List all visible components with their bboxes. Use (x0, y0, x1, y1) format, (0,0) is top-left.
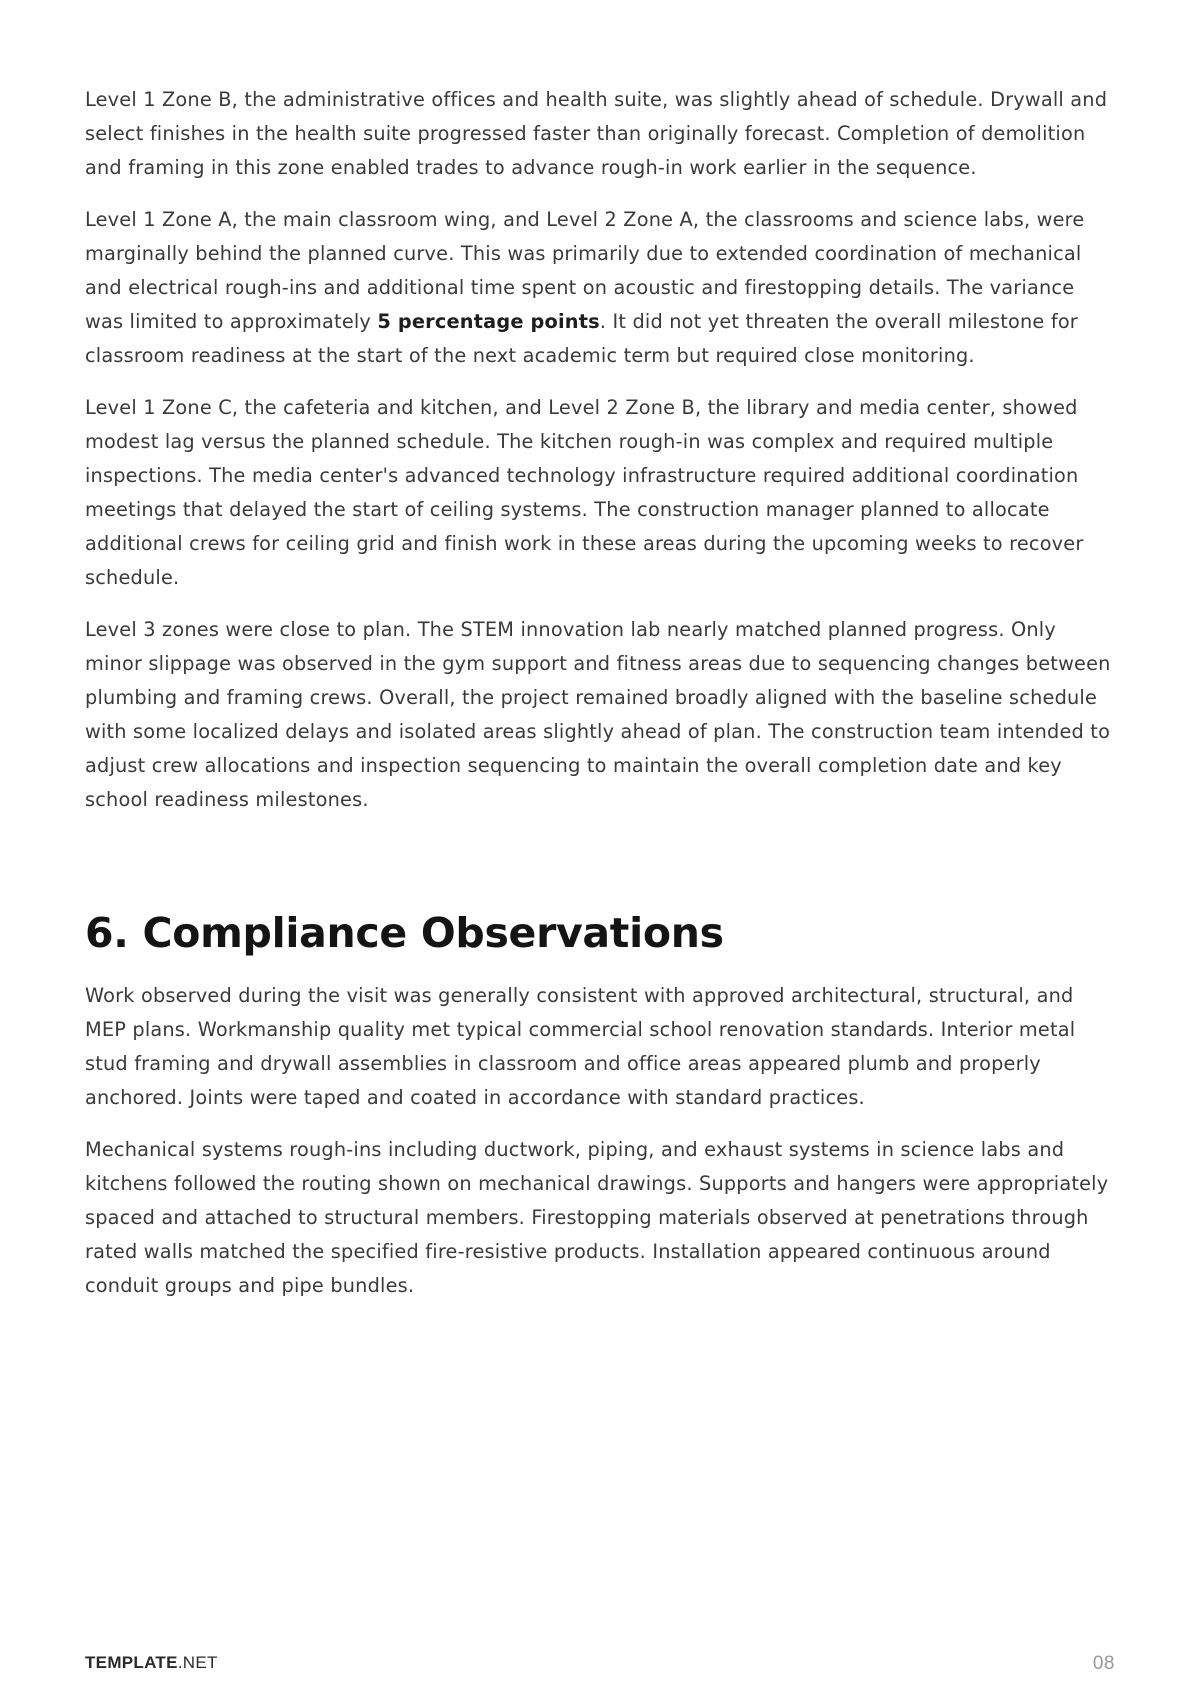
page-number: 08 (1092, 1653, 1115, 1674)
paragraph-level1-zonec: Level 1 Zone C, the cafeteria and kitchen, and Level 2 Zone B, the library and media center, showed modest lag versus the planned schedule. The kitchen rough-in was complex and required multiple inspections. The media center's advanced technology infrastructure required additional coordination meetings that delayed the start of ceiling systems. The construction manager planned to allocate additional crews for ceiling grid and finish work in these areas during the upcoming weeks to recover schedule. (85, 396, 1084, 589)
brand-name: TEMPLATE (85, 1653, 178, 1672)
paragraph-compliance-general: Work observed during the visit was generally consistent with approved architectural, structural, and MEP plans. Workmanship quality met typical commercial school renovation standards. Interior metal stud framing and drywall assemblies in classroom and office areas appeared plumb and properly anchored. Joints were taped and coated in accordance with standard practices. (85, 984, 1076, 1109)
paragraph-level3: Level 3 zones were close to plan. The STEM innovation lab nearly matched planned progress. Only minor slippage was observed in the gym support and fitness areas due to sequencing changes between plumbing and framing crews. Overall, the project remained broadly aligned with the baseline schedule with some localized delays and isolated areas slightly ahead of plan. The construction team intended to adjust crew allocations and inspection sequencing to maintain the overall completion date and key school readiness milestones. (85, 618, 1111, 811)
brand-logo (85, 1653, 218, 1673)
paragraph-compliance-mechanical: Mechanical systems rough-ins including ductwork, piping, and exhaust systems in science labs and kitchens followed the routing shown on mechanical drawings. Supports and hangers were appropriately spaced and attached to structural members. Firestopping materials observed at penetrations through rated walls matched the specified fire-resistive products. Installation appeared continuous around conduit groups and pipe bundles. (85, 1138, 1109, 1297)
section-heading-compliance: 6. Compliance Observations (85, 909, 724, 957)
page-footer (85, 1653, 1115, 1677)
paragraph-text-after: . It did not yet threaten the overall milestone for classroom readiness at the start of the next academic term but required close monitoring. (85, 310, 1078, 367)
paragraph-level1-zoneb: Level 1 Zone B, the administrative offices and health suite, was slightly ahead of schedule. Drywall and select finishes in the health suite progressed faster than originally forecast. Completion of demolition and framing in this zone enabled trades to advance rough-in work earlier in the sequence. (85, 88, 1108, 179)
paragraph-level1-zonea (85, 203, 1115, 373)
document-body (85, 83, 1115, 1321)
emphasis-variance: 5 percentage points (377, 310, 600, 333)
brand-suffix: .NET (177, 1653, 218, 1672)
paragraph-text-before: Level 1 Zone A, the main classroom wing, and Level 2 Zone A, the classrooms and science labs, were marginally behind the planned curve. This was primarily due to extended coordination of mechanical and electrical rough-ins and additional time spent on acoustic and firestopping details. The variance was limited to approximately (85, 208, 1085, 333)
